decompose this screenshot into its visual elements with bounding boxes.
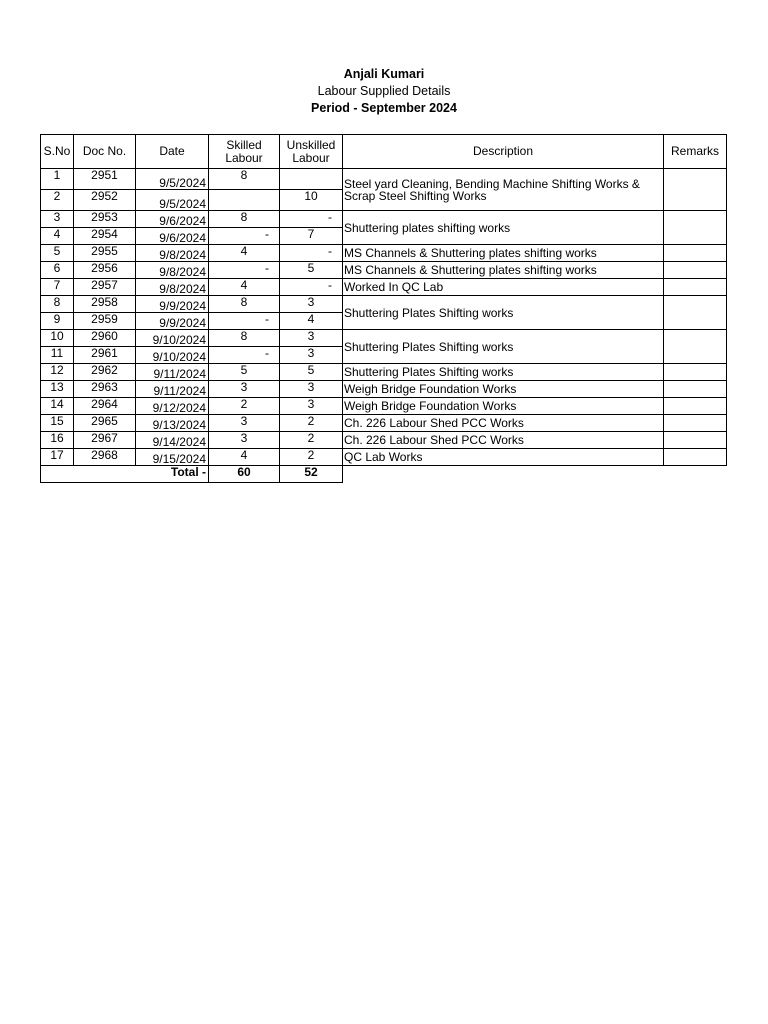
cell-sno: 2 (41, 190, 74, 211)
cell-sno: 4 (41, 228, 74, 245)
cell-unskilled: 3 (280, 347, 343, 364)
table-row (41, 449, 727, 466)
cell-description: Shuttering Plates Shifting works (343, 330, 664, 364)
cell-doc-no: 2961 (74, 347, 136, 364)
cell-description: Shuttering Plates Shifting works (343, 296, 664, 330)
total-skilled: 60 (209, 466, 280, 483)
cell-sno: 6 (41, 262, 74, 279)
col-header-date: Date (136, 135, 209, 169)
cell-description: Ch. 226 Labour Shed PCC Works (343, 415, 664, 432)
cell-remarks (664, 262, 727, 279)
cell-skilled: - (209, 313, 280, 330)
cell-unskilled: 2 (280, 415, 343, 432)
cell-sno: 3 (41, 211, 74, 228)
cell-remarks (664, 432, 727, 449)
table-row (41, 262, 727, 279)
table-row (41, 279, 727, 296)
cell-skilled: 2 (209, 398, 280, 415)
cell-description: Shuttering Plates Shifting works (343, 364, 664, 381)
cell-skilled: - (209, 262, 280, 279)
cell-date: 9/14/2024 (136, 432, 209, 449)
cell-remarks (664, 169, 727, 211)
cell-skilled: 8 (209, 296, 280, 313)
cell-remarks (664, 245, 727, 262)
cell-date: 9/11/2024 (136, 364, 209, 381)
header-row (41, 135, 727, 169)
cell-unskilled: 3 (280, 381, 343, 398)
cell-unskilled: 3 (280, 330, 343, 347)
cell-sno: 17 (41, 449, 74, 466)
table-row (41, 296, 727, 313)
cell-description: QC Lab Works (343, 449, 664, 466)
total-row (41, 466, 727, 483)
cell-description: Weigh Bridge Foundation Works (343, 381, 664, 398)
col-header-doc-no: Doc No. (74, 135, 136, 169)
cell-remarks (664, 381, 727, 398)
cell-description: Steel yard Cleaning, Bending Machine Shifting Works & Scrap Steel Shifting Works (343, 169, 664, 211)
table-row (41, 330, 727, 347)
report-subtitle: Labour Supplied Details (317, 84, 451, 98)
cell-sno: 8 (41, 296, 74, 313)
cell-date: 9/8/2024 (136, 245, 209, 262)
cell-skilled: 8 (209, 330, 280, 347)
cell-unskilled: 2 (280, 449, 343, 466)
cell-sno: 12 (41, 364, 74, 381)
cell-doc-no: 2967 (74, 432, 136, 449)
cell-doc-no: 2956 (74, 262, 136, 279)
table-row (41, 398, 727, 415)
cell-doc-no: 2964 (74, 398, 136, 415)
cell-description: Weigh Bridge Foundation Works (343, 398, 664, 415)
cell-doc-no: 2951 (74, 169, 136, 190)
table-row (41, 381, 727, 398)
cell-sno: 15 (41, 415, 74, 432)
cell-remarks (664, 398, 727, 415)
cell-sno: 11 (41, 347, 74, 364)
cell-doc-no: 2965 (74, 415, 136, 432)
cell-date: 9/6/2024 (136, 228, 209, 245)
col-header-remarks: Remarks (664, 135, 727, 169)
cell-unskilled: - (280, 279, 343, 296)
cell-unskilled: 3 (280, 296, 343, 313)
cell-doc-no: 2952 (74, 190, 136, 211)
cell-remarks (664, 415, 727, 432)
cell-unskilled: 10 (280, 190, 343, 211)
cell-date: 9/9/2024 (136, 296, 209, 313)
cell-date: 9/15/2024 (136, 449, 209, 466)
cell-remarks (664, 364, 727, 381)
report-period: Period - September 2024 (311, 101, 457, 115)
cell-doc-no: 2957 (74, 279, 136, 296)
cell-skilled: - (209, 228, 280, 245)
blank-cell (343, 466, 664, 483)
cell-description: MS Channels & Shuttering plates shifting works (343, 262, 664, 279)
total-label: Total - (41, 466, 209, 483)
cell-doc-no: 2955 (74, 245, 136, 262)
cell-sno: 9 (41, 313, 74, 330)
cell-unskilled: 7 (280, 228, 343, 245)
cell-skilled: 3 (209, 432, 280, 449)
cell-remarks (664, 296, 727, 330)
table-row (41, 169, 727, 190)
cell-date: 9/8/2024 (136, 262, 209, 279)
cell-unskilled: 5 (280, 262, 343, 279)
cell-skilled: 4 (209, 449, 280, 466)
cell-skilled: 3 (209, 381, 280, 398)
table-row (41, 364, 727, 381)
col-header-skilled: Skilled Labour (209, 135, 280, 169)
cell-sno: 16 (41, 432, 74, 449)
cell-doc-no: 2953 (74, 211, 136, 228)
cell-date: 9/6/2024 (136, 211, 209, 228)
table-row (41, 415, 727, 432)
table-row (41, 432, 727, 449)
cell-skilled: 8 (209, 211, 280, 228)
cell-remarks (664, 330, 727, 364)
col-header-sno: S.No (41, 135, 74, 169)
cell-doc-no: 2954 (74, 228, 136, 245)
cell-skilled: 4 (209, 245, 280, 262)
cell-skilled (209, 190, 280, 211)
cell-sno: 14 (41, 398, 74, 415)
cell-sno: 7 (41, 279, 74, 296)
cell-date: 9/10/2024 (136, 330, 209, 347)
col-header-description: Description (343, 135, 664, 169)
cell-date: 9/9/2024 (136, 313, 209, 330)
cell-date: 9/12/2024 (136, 398, 209, 415)
cell-sno: 1 (41, 169, 74, 190)
cell-doc-no: 2958 (74, 296, 136, 313)
cell-remarks (664, 211, 727, 245)
cell-unskilled (280, 169, 343, 190)
total-unskilled: 52 (280, 466, 343, 483)
cell-sno: 5 (41, 245, 74, 262)
cell-skilled: 5 (209, 364, 280, 381)
cell-unskilled: - (280, 245, 343, 262)
cell-date: 9/11/2024 (136, 381, 209, 398)
blank-cell (664, 466, 727, 483)
cell-date: 9/10/2024 (136, 347, 209, 364)
cell-unskilled: 3 (280, 398, 343, 415)
cell-date: 9/8/2024 (136, 279, 209, 296)
cell-doc-no: 2960 (74, 330, 136, 347)
cell-skilled: 8 (209, 169, 280, 190)
cell-doc-no: 2968 (74, 449, 136, 466)
cell-skilled: - (209, 347, 280, 364)
cell-description: Shuttering plates shifting works (343, 211, 664, 245)
cell-unskilled: 2 (280, 432, 343, 449)
cell-remarks (664, 449, 727, 466)
cell-unskilled: - (280, 211, 343, 228)
cell-unskilled: 5 (280, 364, 343, 381)
contractor-name: Anjali Kumari (343, 67, 425, 81)
cell-date: 9/5/2024 (136, 190, 209, 211)
cell-description: MS Channels & Shuttering plates shifting works (343, 245, 664, 262)
cell-skilled: 4 (209, 279, 280, 296)
labour-table (40, 134, 727, 483)
cell-doc-no: 2959 (74, 313, 136, 330)
cell-date: 9/5/2024 (136, 169, 209, 190)
cell-description: Worked In QC Lab (343, 279, 664, 296)
cell-sno: 13 (41, 381, 74, 398)
cell-unskilled: 4 (280, 313, 343, 330)
cell-doc-no: 2962 (74, 364, 136, 381)
cell-remarks (664, 279, 727, 296)
cell-skilled: 3 (209, 415, 280, 432)
col-header-unskilled: Unskilled Labour (280, 135, 343, 169)
table-row (41, 245, 727, 262)
cell-sno: 10 (41, 330, 74, 347)
table-row (41, 211, 727, 228)
cell-date: 9/13/2024 (136, 415, 209, 432)
cell-doc-no: 2963 (74, 381, 136, 398)
cell-description: Ch. 226 Labour Shed PCC Works (343, 432, 664, 449)
